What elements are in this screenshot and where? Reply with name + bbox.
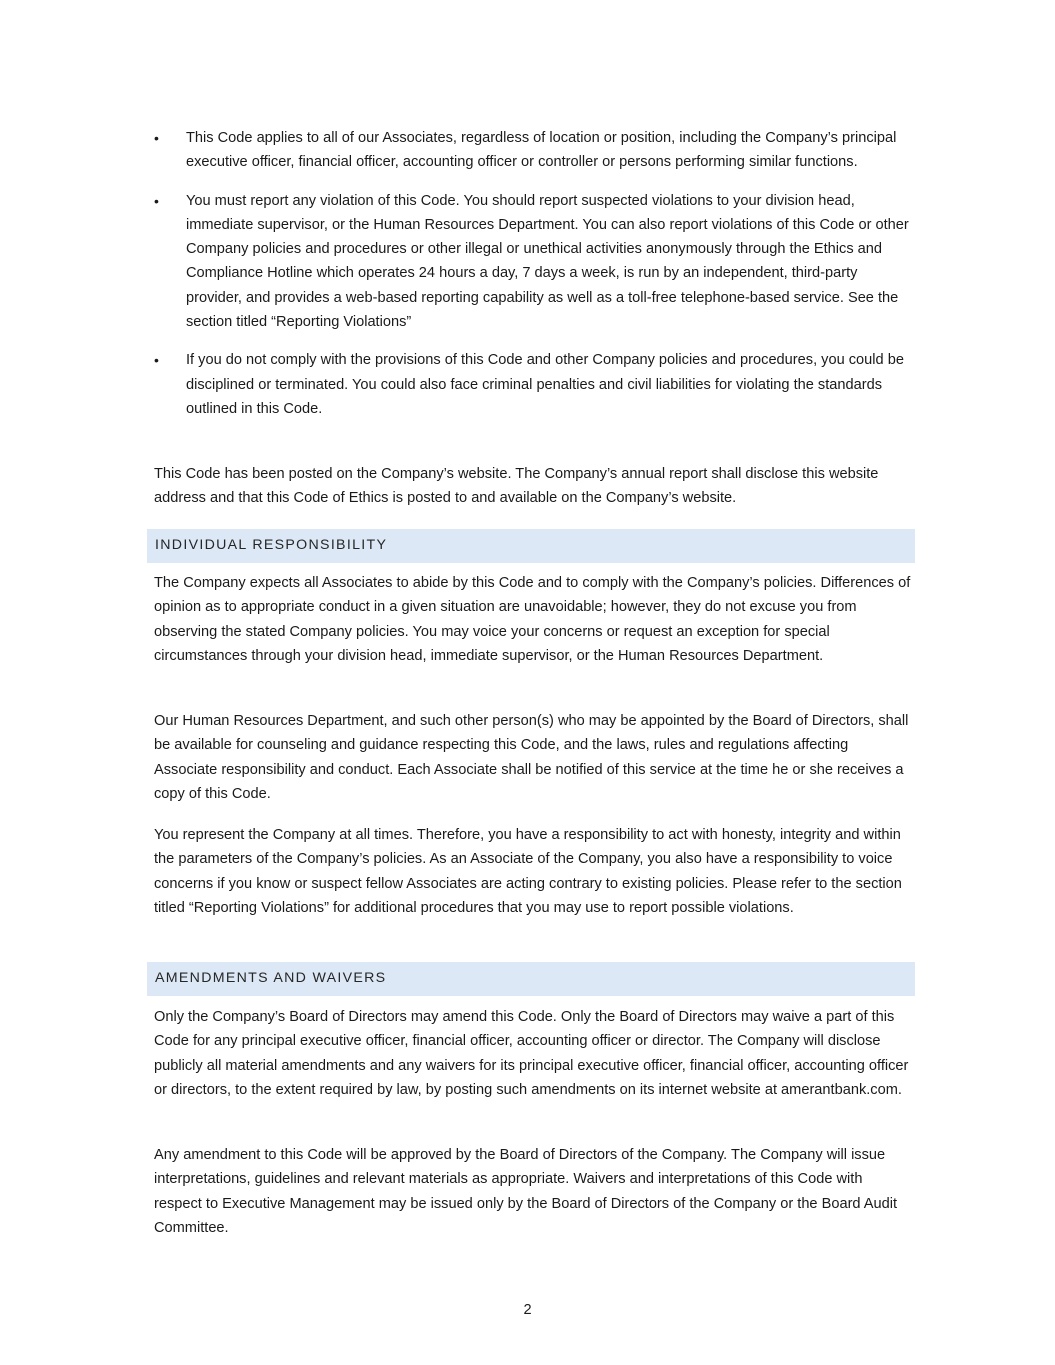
bullet-text: You must report any violation of this Code. You should report suspected violations to your division head, immediate supervisor, or the Human Resources Department. You can also report violations of this Code or other Company policies and procedures or other illegal or unethical activities anonymously through the Ethics and Compliance Hotline which operates 24 hours a day, 7 days a week, is run by an independent, third-party provider, and provides a web-based reporting capability as well as a toll-free telephone-based service. See the section titled “Reporting Violations” — [186, 192, 909, 331]
intro-paragraph: This Code has been posted on the Company’s website. The Company’s annual report shall disclose this website address and that this Code of Ethics is posted to and available on the Company’s website. — [154, 466, 879, 507]
bullet-item — [154, 126, 914, 175]
section-heading-bar — [147, 529, 915, 563]
bullet-item — [154, 189, 914, 335]
bullet-icon: • — [154, 352, 159, 369]
paragraph: The Company expects all Associates to abide by this Code and to comply with the Company’s policies. Differences of opinion as to appropriate conduct in a given situation are unavoidable; however, they do not excuse you from observing the stated Company policies. You may voice your concerns or request an exception for special circumstances through your division head, immediate supervisor, or the Human Resources Department. — [154, 575, 911, 664]
section-heading: INDIVIDUAL RESPONSIBILITY — [155, 537, 388, 553]
paragraph: Our Human Resources Department, and such other person(s) who may be appointed by the Board of Directors, shall be available for counseling and guidance respecting this Code, and the laws, rules and regulations affecting Associate responsibility and conduct. Each Associate shall be notified of this service at the time he or she receives a copy of this Code. — [154, 713, 909, 802]
bullet-item — [154, 348, 914, 421]
paragraph: Only the Company’s Board of Directors may amend this Code. Only the Board of Directors may waive a part of this Code for any principal executive officer, financial officer, accounting officer or director. The Company will disclose publicly all material amendments and any waivers for its principal executive officer, financial officer, accounting officer or directors, to the extent required by law, by posting such amendments on its internet website at amerantbank.com. — [154, 1009, 909, 1098]
paragraph: You represent the Company at all times. Therefore, you have a responsibility to act with honesty, integrity and within the parameters of the Company’s policies. As an Associate of the Company, you also have a responsibility to voice concerns if you know or suspect fellow Associates are acting contrary to existing policies. Please refer to the section titled “Reporting Violations” for additional procedures that you may use to report possible violations. — [154, 827, 902, 916]
bullet-icon: • — [154, 192, 159, 209]
bullet-icon: • — [154, 130, 159, 146]
paragraph: Any amendment to this Code will be approved by the Board of Directors of the Company. The Company will issue interpretations, guidelines and relevant materials as appropriate. Waivers and interpretations of this Code with respect to Executive Management may be issued only by the Board of Directors of the Company or the Board Audit Committee. — [154, 1147, 898, 1236]
page-number: 2 — [523, 1302, 532, 1318]
bullet-list — [154, 126, 914, 435]
bullet-text: This Code applies to all of our Associates, regardless of location or position, including the Company’s principal executive officer, financial officer, accounting officer or controller or persons performing similar functions. — [186, 130, 897, 171]
bullet-text: If you do not comply with the provisions of this Code and other Company policies and procedures, you could be disciplined or terminated. You could also face criminal penalties and civil liabilities for violating the standards outlined in this Code. — [186, 352, 904, 417]
section-heading-bar — [147, 962, 915, 996]
section-heading: AMENDMENTS AND WAIVERS — [155, 970, 387, 986]
